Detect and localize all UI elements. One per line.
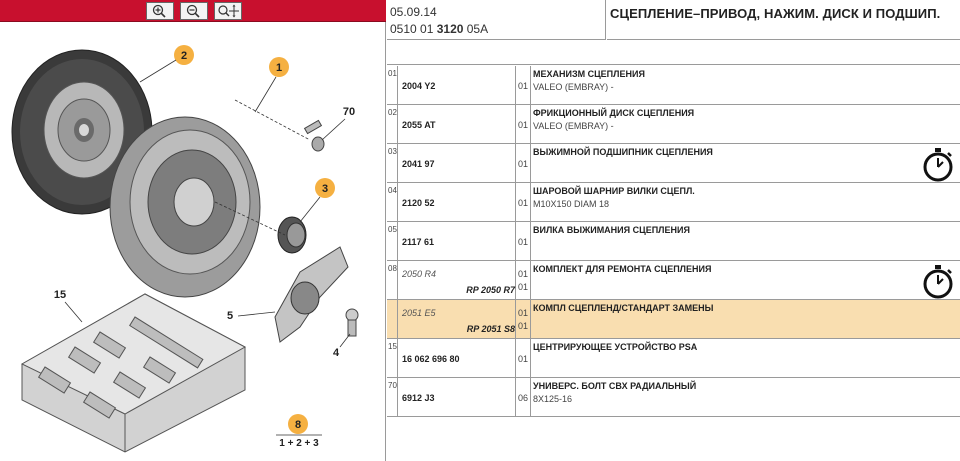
- part-description: VALEO (EMBRAY) -: [533, 121, 614, 131]
- row-position: 04: [388, 186, 397, 195]
- release-fork-illustration[interactable]: [275, 247, 348, 342]
- callout-3[interactable]: 3: [321, 183, 329, 195]
- zoom-out-button[interactable]: [180, 2, 208, 20]
- part-quantity: 01: [518, 198, 529, 208]
- parts-table: [387, 66, 960, 417]
- code-prefix: 0510 01: [390, 22, 437, 36]
- zoom-in-button[interactable]: [146, 2, 174, 20]
- callout-4[interactable]: 4: [332, 347, 340, 359]
- kit-formula: 1 + 2 + 3: [279, 438, 319, 449]
- part-name: МЕХАНИЗМ СЦЕПЛЕНИЯ: [533, 69, 645, 79]
- part-reference[interactable]: 2051 E5: [402, 308, 436, 318]
- catalog-code: [390, 22, 488, 36]
- part-description: VALEO (EMBRAY) -: [533, 82, 614, 92]
- part-name: УНИВЕРС. БОЛТ СВХ РАДИАЛЬНЫЙ: [533, 381, 697, 391]
- part-name: ВИЛКА ВЫЖИМАНИЯ СЦЕПЛЕНИЯ: [533, 225, 690, 235]
- part-reference[interactable]: 2120 52: [402, 198, 435, 208]
- diagram-pane: [0, 0, 386, 461]
- part-reference[interactable]: 2041 97: [402, 159, 435, 169]
- zoom-pan-icon: [217, 4, 239, 18]
- table-row[interactable]: [387, 378, 960, 417]
- release-bearing-illustration[interactable]: [278, 217, 306, 253]
- callout-15[interactable]: 15: [53, 289, 67, 301]
- part-name: ВЫЖИМНОЙ ПОДШИПНИК СЦЕПЛЕНИЯ: [533, 147, 713, 157]
- part-name: КОМПЛЕКТ ДЛЯ РЕМОНТА СЦЕПЛЕНИЯ: [533, 264, 712, 274]
- row-position: 05: [388, 225, 397, 234]
- part-description: M10X150 DIAM 18: [533, 199, 610, 209]
- header-spacer: [387, 41, 960, 65]
- part-reference[interactable]: 2055 AT: [402, 120, 436, 130]
- row-position: 03: [388, 147, 397, 156]
- part-quantity: 01: [518, 308, 529, 318]
- centering-tool-kit-illustration[interactable]: [22, 294, 245, 452]
- part-reference-rp[interactable]: RP 2050 R7: [466, 285, 515, 295]
- exploded-parts-diagram: [0, 22, 386, 461]
- callout-5[interactable]: 5: [226, 310, 234, 322]
- bolt-illustration[interactable]: [305, 120, 324, 151]
- table-row[interactable]: [387, 105, 960, 144]
- zoom-pan-button[interactable]: [214, 2, 242, 20]
- row-position: 15: [388, 342, 397, 351]
- part-reference[interactable]: 16 062 696 80: [402, 354, 460, 364]
- part-name: ШАРОВОЙ ШАРНИР ВИЛКИ СЦЕПЛ.: [533, 186, 695, 196]
- pressure-plate-illustration[interactable]: [110, 117, 260, 297]
- row-position: 70: [388, 381, 397, 390]
- part-quantity: 01: [518, 81, 529, 91]
- part-quantity: 01: [518, 237, 529, 247]
- part-name: ЦЕНТРИРУЮЩЕЕ УСТРОЙСТВО PSA: [533, 342, 698, 352]
- catalog-date: 05.09.14: [390, 5, 437, 19]
- part-quantity: 01: [518, 269, 529, 279]
- part-reference[interactable]: 6912 J3: [402, 393, 435, 403]
- row-position: 02: [388, 108, 397, 117]
- page-title: СЦЕПЛЕНИЕ–ПРИВОД, НАЖИМ. ДИСК И ПОДШИП.: [610, 6, 941, 21]
- code-bold: 3120: [436, 22, 464, 36]
- table-row-selected[interactable]: [387, 300, 960, 339]
- part-quantity-rp: 01: [518, 321, 529, 331]
- part-quantity-rp: 01: [518, 282, 529, 292]
- callout-2[interactable]: 2: [180, 50, 188, 62]
- table-row[interactable]: [387, 261, 960, 300]
- header-info: [387, 0, 606, 40]
- stopwatch-icon[interactable]: [920, 147, 956, 183]
- part-name: КОМПЛ СЦЕПЛЕНД/СТАНДАРТ ЗАМЕНЫ: [533, 303, 714, 313]
- part-quantity: 01: [518, 159, 529, 169]
- part-quantity: 06: [518, 393, 529, 403]
- part-description: 8X125-16: [533, 394, 573, 404]
- table-row[interactable]: [387, 183, 960, 222]
- zoom-toolbar: [0, 0, 386, 22]
- zoom-out-icon: [184, 4, 204, 18]
- page-title-cell: [607, 0, 960, 40]
- code-suffix: 05A: [463, 22, 489, 36]
- table-row[interactable]: [387, 66, 960, 105]
- zoom-in-icon: [150, 4, 170, 18]
- table-row[interactable]: [387, 222, 960, 261]
- part-reference-rp[interactable]: RP 2051 S8: [466, 324, 515, 334]
- table-row[interactable]: [387, 144, 960, 183]
- callout-1[interactable]: 1: [275, 62, 283, 74]
- part-name: ФРИКЦИОННЫЙ ДИСК СЦЕПЛЕНИЯ: [533, 108, 695, 118]
- table-row[interactable]: [387, 339, 960, 378]
- part-reference[interactable]: 2004 Y2: [402, 81, 436, 91]
- row-position: 08: [388, 264, 397, 273]
- callout-70[interactable]: 70: [342, 106, 356, 118]
- callout-8[interactable]: 8: [294, 419, 302, 431]
- part-quantity: 01: [518, 120, 529, 130]
- part-reference[interactable]: 2050 R4: [402, 269, 437, 279]
- ball-stud-illustration[interactable]: [346, 309, 358, 336]
- part-reference[interactable]: 2117 61: [402, 237, 435, 247]
- row-position: 01: [388, 69, 397, 78]
- stopwatch-icon[interactable]: [920, 264, 956, 300]
- parts-list-pane: [387, 0, 960, 461]
- part-quantity: 01: [518, 354, 529, 364]
